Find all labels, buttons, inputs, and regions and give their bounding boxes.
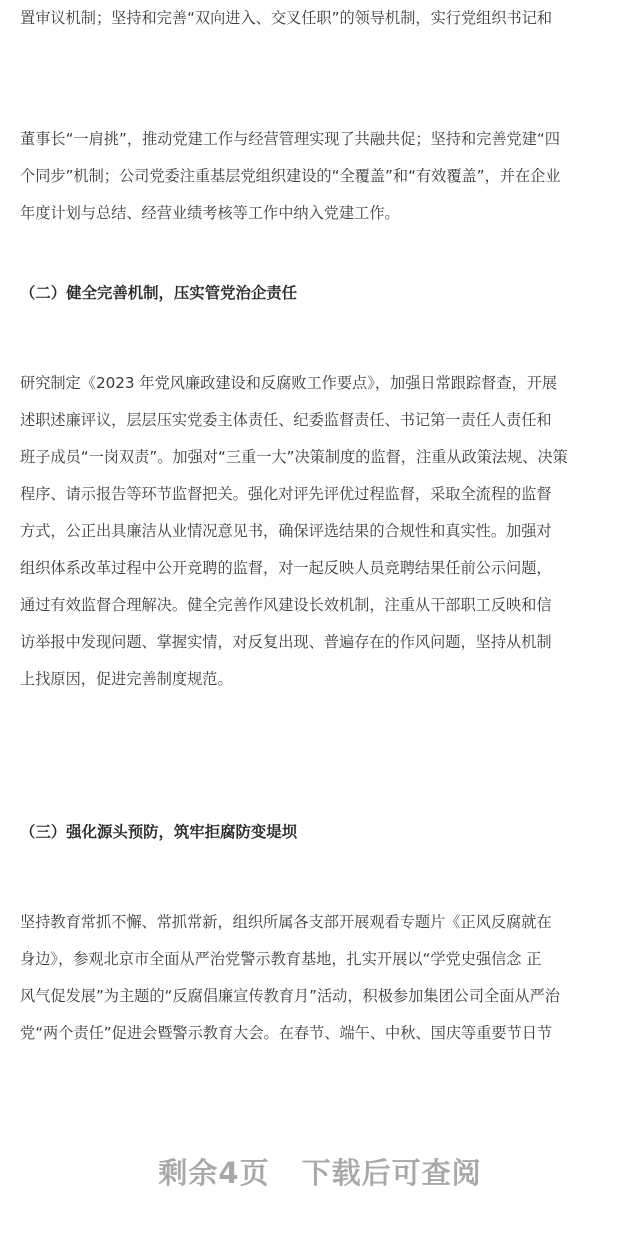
text-line: 通过有效监督合理解决。健全完善作风建设长效机制，注重从干部职工反映和信 [20, 596, 552, 614]
download-prompt-label: 下载后可查阅 [301, 1156, 482, 1190]
remaining-pages-label: 剩余4页 [158, 1156, 270, 1190]
text-line: 述职述廉评议，层层压实党委主体责任、纪委监督责任、书记第一责任人责任和 [20, 411, 552, 429]
paragraph-4 [20, 904, 622, 1052]
heading-text: （二）健全完善机制，压实管党治企责任 [20, 284, 298, 302]
section-heading-2 [20, 275, 622, 312]
text-line: 坚持教育常抓不懈、常抓常新，组织所属各支部开展观看专题片《正风反腐就在 [20, 913, 552, 931]
paragraph-2 [20, 121, 622, 232]
text-line: 年度计划与总结、经营业绩考核等工作中纳入党建工作。 [20, 204, 400, 222]
text-line: 风气促发展”为主题的“反腐倡廉宣传教育月”活动，积极参加集团公司全面从严治 [20, 987, 560, 1005]
text-line: 方式，公正出具廉洁从业情况意见书，确保评选结果的合规性和真实性。加强对 [20, 522, 552, 540]
heading-text: （三）强化源头预防，筑牢拒腐防变堤坝 [20, 823, 298, 841]
download-to-read-banner[interactable] [0, 1148, 640, 1198]
text-line: 党“两个责任”促进会暨警示教育大会。在春节、端午、中秋、国庆等重要节日节 [20, 1024, 553, 1042]
content-fade-overlay [0, 1110, 640, 1150]
text-line: 董事长“一肩挑”，推动党建工作与经营管理实现了共融共促；坚持和完善党建“四 [20, 130, 560, 148]
text-line: 班子成员“一岗双责”。加强对“三重一大”决策制度的监督，注重从政策法规、决策 [20, 448, 568, 466]
text-line: 个同步”机制；公司党委注重基层党组织建设的“全覆盖”和“有效覆盖”，并在企业 [20, 167, 561, 185]
paragraph-3 [20, 365, 622, 698]
text-line: 上找原因，促进完善制度规范。 [20, 670, 233, 688]
paragraph-1 [20, 0, 622, 37]
text-line: 程序、请示报告等环节监督把关。强化对评先评优过程监督，采取全流程的监督 [20, 485, 552, 503]
section-heading-3 [20, 814, 622, 851]
text-line: 研究制定《2023 年党风廉政建设和反腐败工作要点》，加强日常跟踪督查，开展 [20, 374, 558, 392]
text-line: 访举报中发现问题、掌握实情，对反复出现、普遍存在的作风问题，坚持从机制 [20, 633, 552, 651]
text-line: 置审议机制；坚持和完善“双向进入、交叉任职”的领导机制，实行党组织书记和 [20, 9, 553, 27]
text-line: 身边》，参观北京市全面从严治党警示教育基地，扎实开展以“学党史强信念 正 [20, 950, 542, 968]
text-line: 组织体系改革过程中公开竞聘的监督，对一起反映人员竞聘结果任前公示问题， [20, 559, 552, 577]
